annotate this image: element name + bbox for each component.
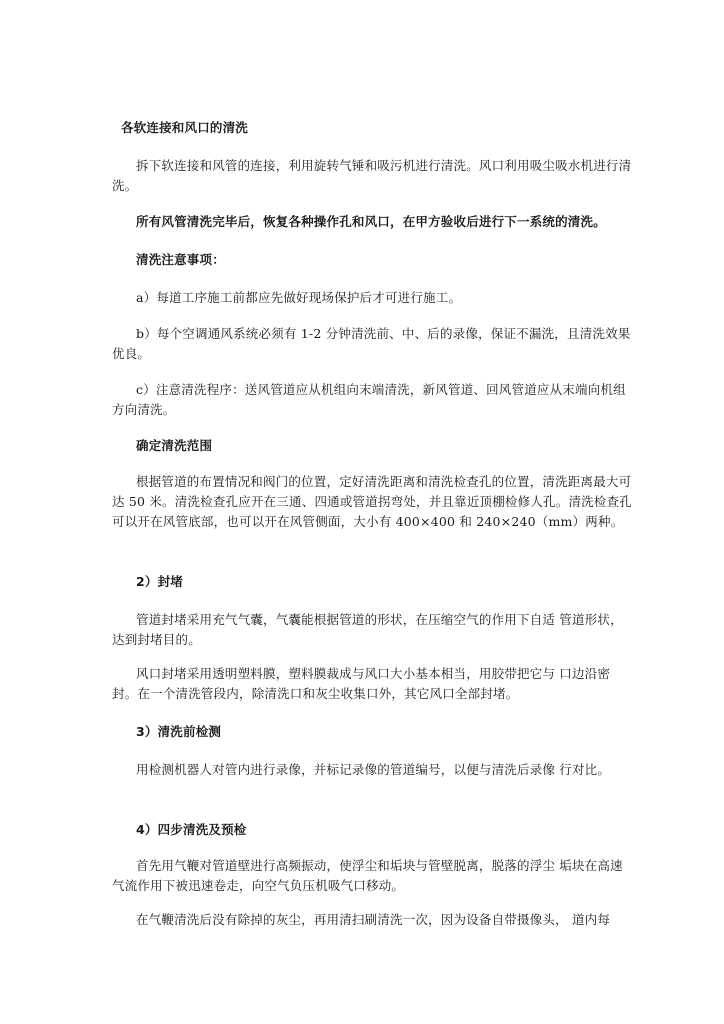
note-item-c: c）注意清洗程序：送风管道应从机组向末端清洗，新风管道、回风管道应从末端向机组方向清洗。 xyxy=(112,382,626,417)
heading-four-step-cleaning: 4）四步清洗及预检 xyxy=(136,822,247,837)
note-item-b: b）每个空调通风系统必须有 1-2 分钟清洗前、中、后的录像，保证不漏洗，且清洗效果优良。 xyxy=(112,326,631,361)
paragraph-restore-after-cleaning: 所有风管清洗完毕后，恢复各种操作孔和风口，在甲方验收后进行下一系统的清洗。 xyxy=(136,214,606,229)
paragraph-cleaning-scope: 根据管道的布置情况和阀门的位置，定好清洗距离和清洗检查孔的位置，清洗距离最大可达 50 米。清洗检查孔应开在三通、四通或管道拐弯处，并且靠近顶棚检修人孔。清洗检查孔可以开在风管底部，也可以开在风管侧面，大小有 400×400 和 240×240（mm）两种。 xyxy=(112,474,632,529)
paragraph-brush-cleaning: 在气鞭清洗后没有除掉的灰尘，再用清扫刷清洗一次，因为设备自带摄像头， 道内每 xyxy=(136,912,611,927)
heading-cleaning-notes: 清洗注意事项： xyxy=(136,252,225,267)
paragraph-soft-connection: 拆下软连接和风管的连接，利用旋转气锤和吸污机进行清洗。风口利用吸尘吸水机进行清洗。 xyxy=(112,158,632,193)
paragraph-duct-sealing: 管道封堵采用充气气囊，气囊能根据管道的形状，在压缩空气的作用下自适 管道形状，达到封堵目的。 xyxy=(112,612,623,647)
heading-pre-cleaning-inspection: 3）清洗前检测 xyxy=(136,724,222,739)
paragraph-air-whip: 首先用气鞭对管道壁进行高频振动，使浮尘和垢块与管壁脱离，脱落的浮尘 垢块在高速气流作用下被迅速卷走，向空气负压机吸气口移动。 xyxy=(112,858,623,893)
paragraph-robot-inspection: 用检测机器人对管内进行录像，并标记录像的管道编号，以便与清洗后录像 行对比。 xyxy=(136,762,611,777)
paragraph-vent-sealing: 风口封堵采用透明塑料膜，塑料膜裁成与风口大小基本相当，用胶带把它与 口边沿密封。在一个清洗管段内，除清洗口和灰尘收集口外，其它风口全部封堵。 xyxy=(112,666,611,701)
heading-soft-connection-cleaning: 各软连接和风口的清洗 xyxy=(121,120,249,135)
heading-cleaning-scope: 确定清洗范围 xyxy=(136,438,213,453)
note-item-a: a）每道工序施工前都应先做好现场保护后才可进行施工。 xyxy=(136,290,462,305)
heading-sealing: 2）封堵 xyxy=(136,574,183,589)
